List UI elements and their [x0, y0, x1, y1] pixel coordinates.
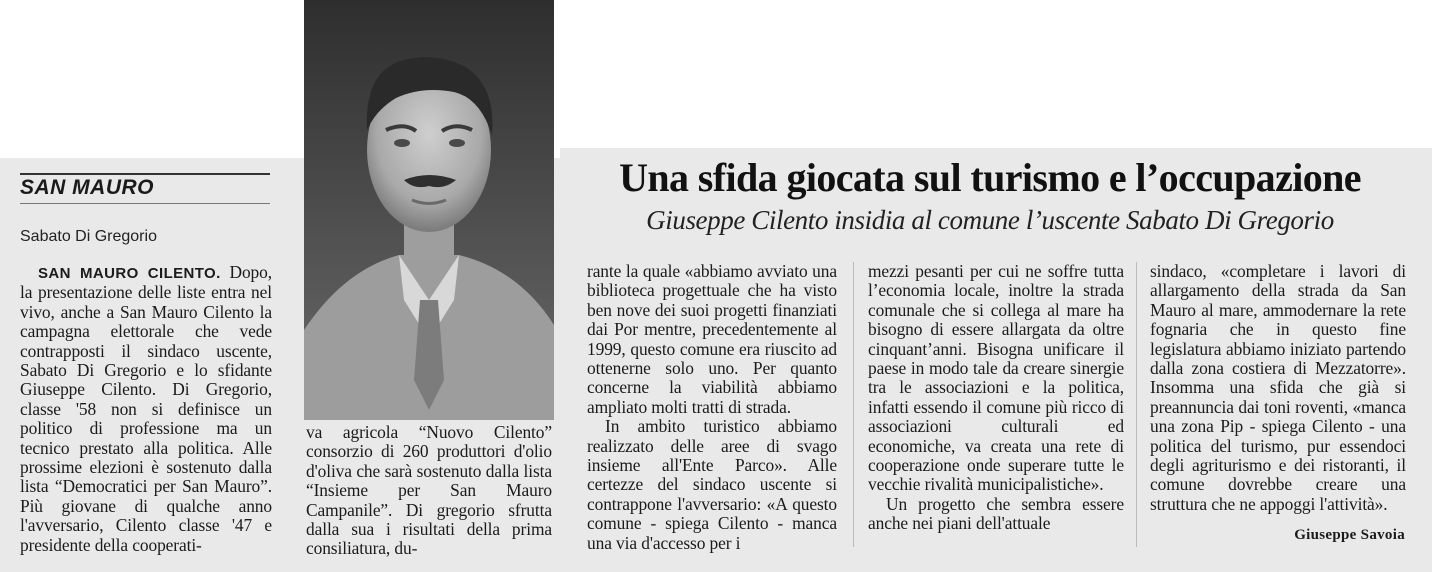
column-4-paragraph-1: mezzi pesanti per cui ne soffre tutta l’economia locale, inoltre la strada comunale che si collega al mare ha bisogno di essere allargata da oltre cinquant’anni. Bisogna unificare il paese in modo tale da creare sinergie tra le associazioni e la politica, infatti essendo il comune più ricco di associazioni culturali ed economiche, va creata una rete di cooperazione onde superare tutte le vecchie rivalità municipalistiche». — [868, 261, 1124, 495]
article-column-2 — [306, 423, 552, 559]
column-1-text: Dopo, la presentazione delle liste entra nel vivo, anche a San Mauro Cilento la campagna elettorale che vede contrapposti il sindaco uscente, Sabato Di Gregorio e lo sfidante Giuseppe Cilento. Di Gregorio, classe '58 non si definisce un politico di professione ma un tecnico prestato alla politica. Alle prossime elezioni è sostenuto dalla lista “Democratici per San Mauro”. Più giovane di qualche anno l'avversario, Cilento classe '47 e presidente della cooperati- — [20, 262, 272, 555]
column-5-text: sindaco, «completare i lavori di allargamento della strada da San Mauro al mare, ammodernare la rete fognaria che in questo fine legislatura abbiamo iniziato partendo dalla zona costiera di Mezzatorre». Insomma una sfida che già si preannuncia dai toni roventi, «manca una zona Pip - spiega Cilento - una politica del turismo, pur essendoci degli agriturismo e dei ristoranti, il comune dovrebbe creare una struttura che ne appoggi l'attività». — [1150, 261, 1406, 514]
column-4-paragraph-2: Un progetto che sembra essere anche nei piani dell'attuale — [868, 493, 1124, 534]
portrait-photo — [304, 0, 554, 420]
column-3-paragraph-1: rante la quale «abbiamo avviato una biblioteca progettuale che ha visto ben nove dei suoi progetti finanziati dai Por mentre, precedentemente al 1999, questo comune era riuscito ad ottenerne solo uno. Per quanto concerne la viabilità abbiamo ampliato molti tratti di strada. — [587, 261, 837, 417]
subheadline: Giuseppe Cilento insidia al comune l’uscente Sabato Di Gregorio — [646, 205, 1334, 235]
author-signature: Giuseppe Savoia — [1294, 527, 1405, 543]
article-column-1 — [20, 263, 272, 555]
photo-caption: Sabato Di Gregorio — [20, 228, 157, 245]
column-divider — [1136, 262, 1137, 547]
section-rule — [20, 173, 270, 175]
column-1-paragraph — [20, 263, 272, 555]
portrait-illustration — [304, 0, 554, 420]
article-column-5 — [1150, 262, 1406, 514]
column-3-paragraph-2: In ambito turistico abbiamo realizzato delle aree di svago insieme all'Ente Parco». Alle certezze del sindaco uscente si contrappone l'avversario: «A questo comune - spiega Cilento - manca una via d'accesso per i — [587, 416, 837, 553]
article-column-3 — [587, 262, 837, 553]
section-label: SAN MAURO — [20, 176, 270, 204]
dateline: SAN MAURO CILENTO. — [38, 265, 221, 282]
column-2-text: va agricola “Nuovo Cilento” consorzio di 260 produttori d'olio d'oliva che sarà sostenuto dalla lista “Insieme per San Mauro Campanile”. Di gregorio sfrutta dalla sua i risultati della prima consiliatura, du- — [306, 422, 552, 559]
column-divider — [853, 262, 854, 547]
headline: Una sfida giocata sul turismo e l’occupazione — [619, 155, 1361, 200]
article-column-4 — [868, 262, 1124, 534]
